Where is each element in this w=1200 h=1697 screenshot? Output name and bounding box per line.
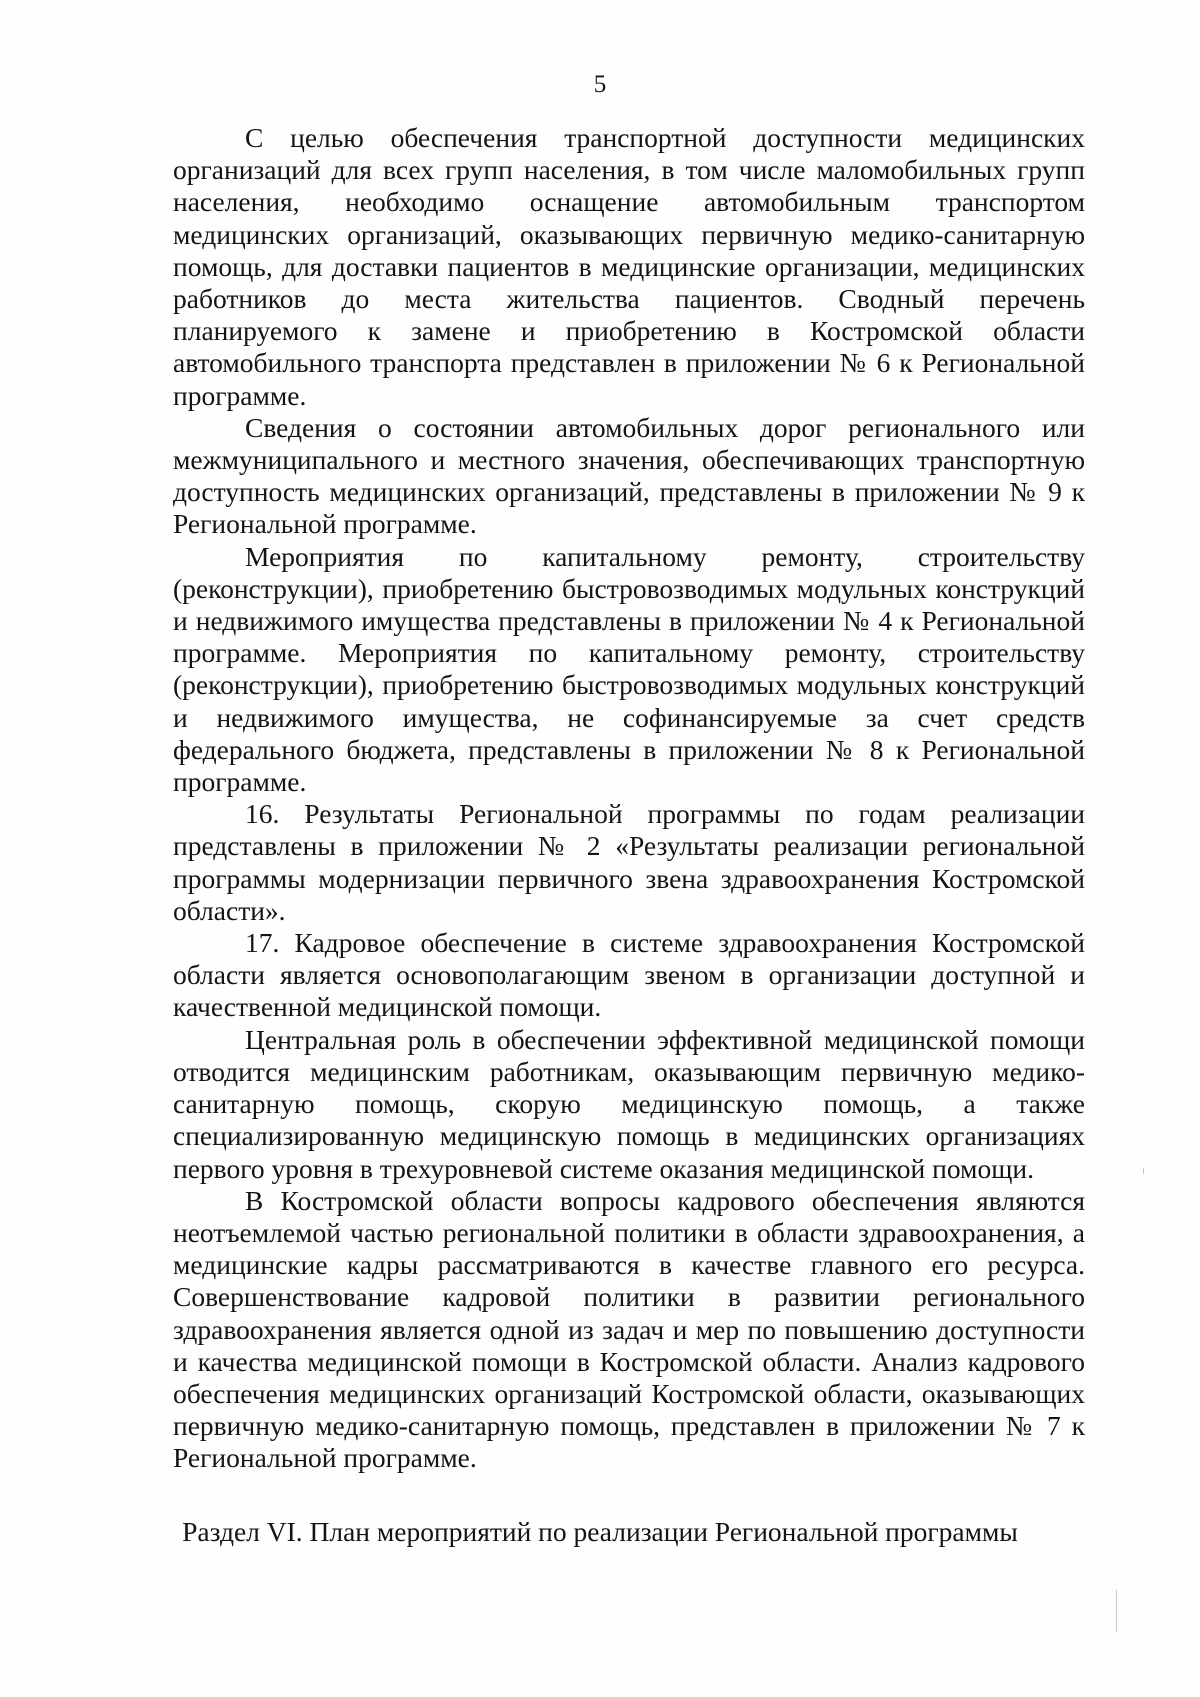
paragraph-staff-policy: В Костромской области вопросы кадрового обеспечения являются неотъемлемой частью региональной политики в области здравоохранения, а медицинские кадры рассматриваются в качестве главного его ресурса. Совершенствование кадровой политики в развитии регионального здравоохранения является одной из задач и мер по повышению доступности и качества медицинской помощи в Костромской области. Анализ кадрового обеспечения медицинских организаций Костромской области, оказывающих первичную медико-санитарную помощь, представлен в приложении № 7 к Региональной программе.: [173, 1184, 1085, 1474]
section-heading: Раздел VI. План мероприятий по реализации Региональной программы: [182, 1516, 1018, 1547]
document-body: [173, 122, 1085, 1475]
paragraph-transport-access: С целью обеспечения транспортной доступности медицинских организаций для всех групп населения, в том числе маломобильных групп населения, необходимо оснащение автомобильным транспортом медицинских организаций, оказывающих первичную медико-санитарную помощь, для доставки пациентов в медицинские организации, медицинских работников до места жительства пациентов. Сводный перечень планируемого к замене и приобретению в Костромской области автомобильного транспорта представлен в приложении № 6 к Региональной программе.: [173, 122, 1085, 411]
paragraph-road-conditions: Сведения о состоянии автомобильных дорог регионального или межмуниципального и местного значения, обеспечивающих транспортную доступность медицинских организаций, представлены в приложении № 9 к Региональной программе.: [173, 411, 1085, 540]
page-number: 5: [593, 71, 607, 98]
paragraph-construction-measures: Мероприятия по капитальному ремонту, строительству (реконструкции), приобретению быстровозводимых модульных конструкций и недвижимого имущества представлены в приложении № 4 к Региональной программе. Мероприятия по капитальному ремонту, строительству (реконструкции), приобретению быстровозводимых модульных конструкций и недвижимого имущества, не софинансируемые за счет средств федерального бюджета, представлены в приложении № 8 к Региональной программе.: [173, 540, 1085, 798]
paragraph-central-role: Центральная роль в обеспечении эффективной медицинской помощи отводится медицинским работникам, оказывающим первичную медико-санитарную помощь, скорую медицинскую помощь, а также специализированную медицинскую помощь в медицинских организациях первого уровня в трехуровневой системе оказания медицинской помощи.: [173, 1023, 1085, 1184]
scan-artifact: [1116, 1590, 1117, 1632]
scan-artifact: [1143, 1168, 1144, 1174]
paragraph-staffing: 17. Кадровое обеспечение в системе здравоохранения Костромской области является основополагающим звеном в организации доступной и качественной медицинской помощи.: [173, 927, 1085, 1023]
paragraph-program-results: 16. Результаты Региональной программы по годам реализации представлены в приложении № 2 «Результаты реализации региональной программы модернизации первичного звена здравоохранения Костромской области».: [173, 798, 1085, 926]
